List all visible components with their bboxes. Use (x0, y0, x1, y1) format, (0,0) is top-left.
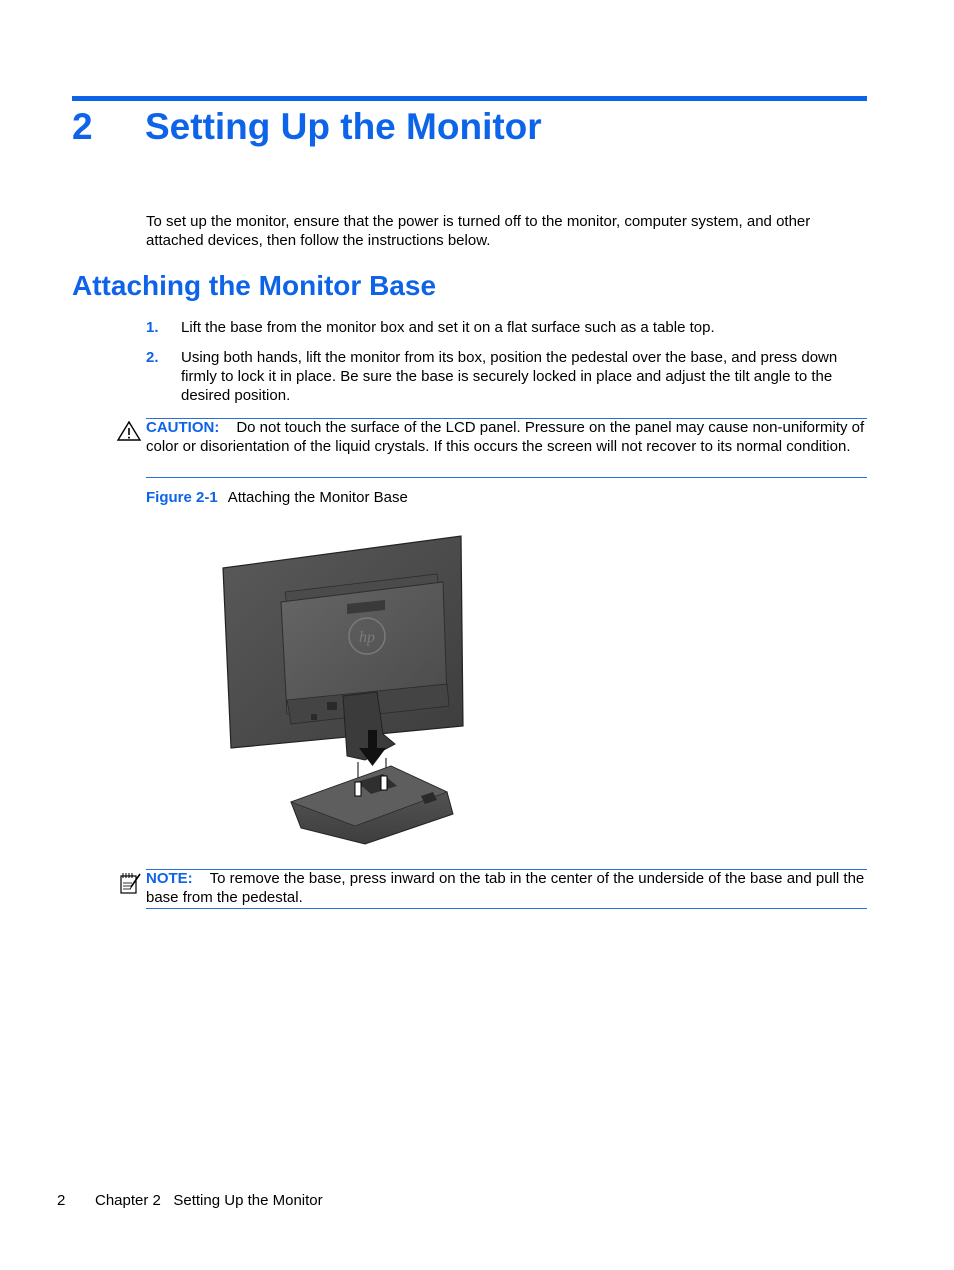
figure-caption (146, 488, 408, 507)
section-title: Attaching the Monitor Base (72, 270, 437, 301)
note-label: NOTE: (146, 870, 193, 887)
footer-page-number: 2 (57, 1192, 66, 1209)
caution-label: CAUTION: (146, 419, 220, 436)
monitor-base-illustration (215, 530, 470, 850)
svg-text:hp: hp (359, 629, 375, 646)
note-block (146, 869, 868, 907)
step-text: Using both hands, lift the monitor from its box, position the pedestal over the base, and press down firmly to lock it in place. Be sure the base is securely locked in place and adjust the tilt angle to the desired position. (181, 349, 838, 404)
note-pad-icon (118, 871, 144, 895)
note-bottom-rule (146, 908, 867, 909)
caution-bottom-rule (146, 477, 867, 478)
figure-caption-text: Attaching the Monitor Base (227, 489, 408, 506)
caution-block (146, 418, 868, 456)
caution-text: Do not touch the surface of the LCD panel. Pressure on the panel may cause non-uniformity of color or disorientation of the liquid crystals. If this occurs the screen will not recover to its normal condition. (146, 419, 865, 455)
chapter-title: Setting Up the Monitor (145, 106, 542, 147)
intro-paragraph: To set up the monitor, ensure that the power is turned off to the monitor, computer system, and other attached devices, then follow the instructions below. (146, 213, 811, 249)
step-number: 1. (146, 319, 159, 336)
footer-chapter-ref: Chapter 2 Setting Up the Monitor (95, 1192, 323, 1209)
step-number: 2. (146, 349, 159, 366)
chapter-rule (72, 96, 867, 101)
figure-label: Figure 2-1 (146, 489, 218, 506)
step-text: Lift the base from the monitor box and set it on a flat surface such as a table top. (181, 319, 715, 336)
caution-triangle-icon (116, 420, 142, 442)
note-text: To remove the base, press inward on the tab in the center of the underside of the base and pull the base from the pedestal. (146, 870, 865, 906)
chapter-number: 2 (72, 106, 93, 147)
